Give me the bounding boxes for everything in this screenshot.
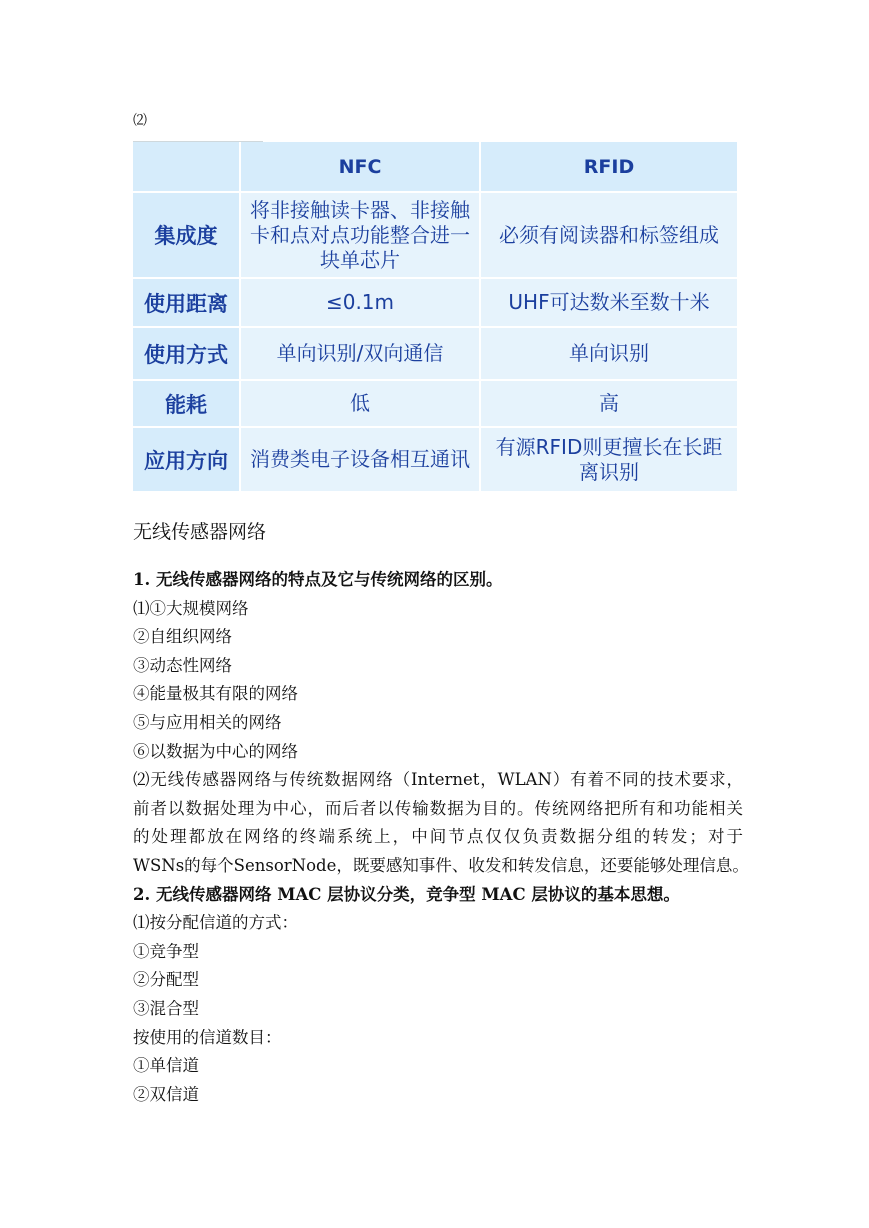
nfc-cell: 消费类电子设备相互通讯 [241, 428, 481, 493]
body-text [133, 566, 749, 1109]
rfid-cell: 单向识别 [481, 328, 739, 381]
list-item: ②自组织网络 [133, 627, 232, 647]
header-nfc: NFC [241, 142, 481, 193]
table-header-row [133, 142, 739, 193]
rfid-cell: 必须有阅读器和标签组成 [481, 193, 739, 279]
paragraph-line: 前者以数据处理为中心，而后者以传输数据为目的。传统网络把所有和功能相关 [133, 798, 743, 818]
table-row [133, 328, 739, 381]
header-empty [133, 142, 241, 193]
rfid-cell: 高 [481, 381, 739, 428]
row-label: 能耗 [133, 381, 241, 428]
paragraph-line: 的处理都放在网络的终端系统上，中间节点仅仅负责数据分组的转发；对于 [133, 827, 743, 847]
nfc-cell: 单向识别/双向通信 [241, 328, 481, 381]
list-item: ③混合型 [133, 998, 199, 1018]
header-rfid: RFID [481, 142, 739, 193]
list-item: ⑤与应用相关的网络 [133, 712, 282, 732]
list-item: ③动态性网络 [133, 655, 232, 675]
paragraph-line: WSNs的每个SensorNode，既要感知事件、收发和转发信息，还要能够处理信息。 [133, 855, 749, 875]
table-row [133, 279, 739, 328]
list-item: ⑥以数据为中心的网络 [133, 741, 298, 761]
question-2-title: 2. 无线传感器网络 MAC 层协议分类，竞争型 MAC 层协议的基本思想。 [133, 884, 680, 904]
paragraph-line: ⑵无线传感器网络与传统数据网络（Internet，WLAN）有着不同的技术要求， [133, 770, 743, 790]
item-marker: ⑵ [133, 113, 147, 129]
list-item: ②分配型 [133, 970, 199, 990]
nfc-cell: ≤0.1m [241, 279, 481, 328]
list-item: ④能量极其有限的网络 [133, 684, 298, 704]
table-row [133, 193, 739, 279]
question-1-title: 1. 无线传感器网络的特点及它与传统网络的区别。 [133, 570, 503, 589]
row-label: 应用方向 [133, 428, 241, 493]
comparison-table [133, 142, 739, 493]
list-item: ⑴①大规模网络 [133, 598, 249, 618]
question-2-intro: ⑴按分配信道的方式： [133, 913, 298, 933]
list-item: ①单信道 [133, 1056, 199, 1076]
rfid-cell: UHF可达数米至数十米 [481, 279, 739, 328]
nfc-cell: 低 [241, 381, 481, 428]
rfid-cell: 有源RFID则更擅长在长距离识别 [481, 428, 739, 493]
row-label: 使用方式 [133, 328, 241, 381]
section-title: 无线传感器网络 [133, 521, 267, 543]
row-label: 集成度 [133, 193, 241, 279]
row-label: 使用距离 [133, 279, 241, 328]
nfc-cell: 将非接触读卡器、非接触卡和点对点功能整合进一块单芯片 [241, 193, 481, 279]
table-row [133, 381, 739, 428]
question-2-intro-b: 按使用的信道数目： [133, 1027, 282, 1047]
list-item: ②双信道 [133, 1084, 199, 1104]
table-row [133, 428, 739, 493]
list-item: ①竞争型 [133, 941, 199, 961]
